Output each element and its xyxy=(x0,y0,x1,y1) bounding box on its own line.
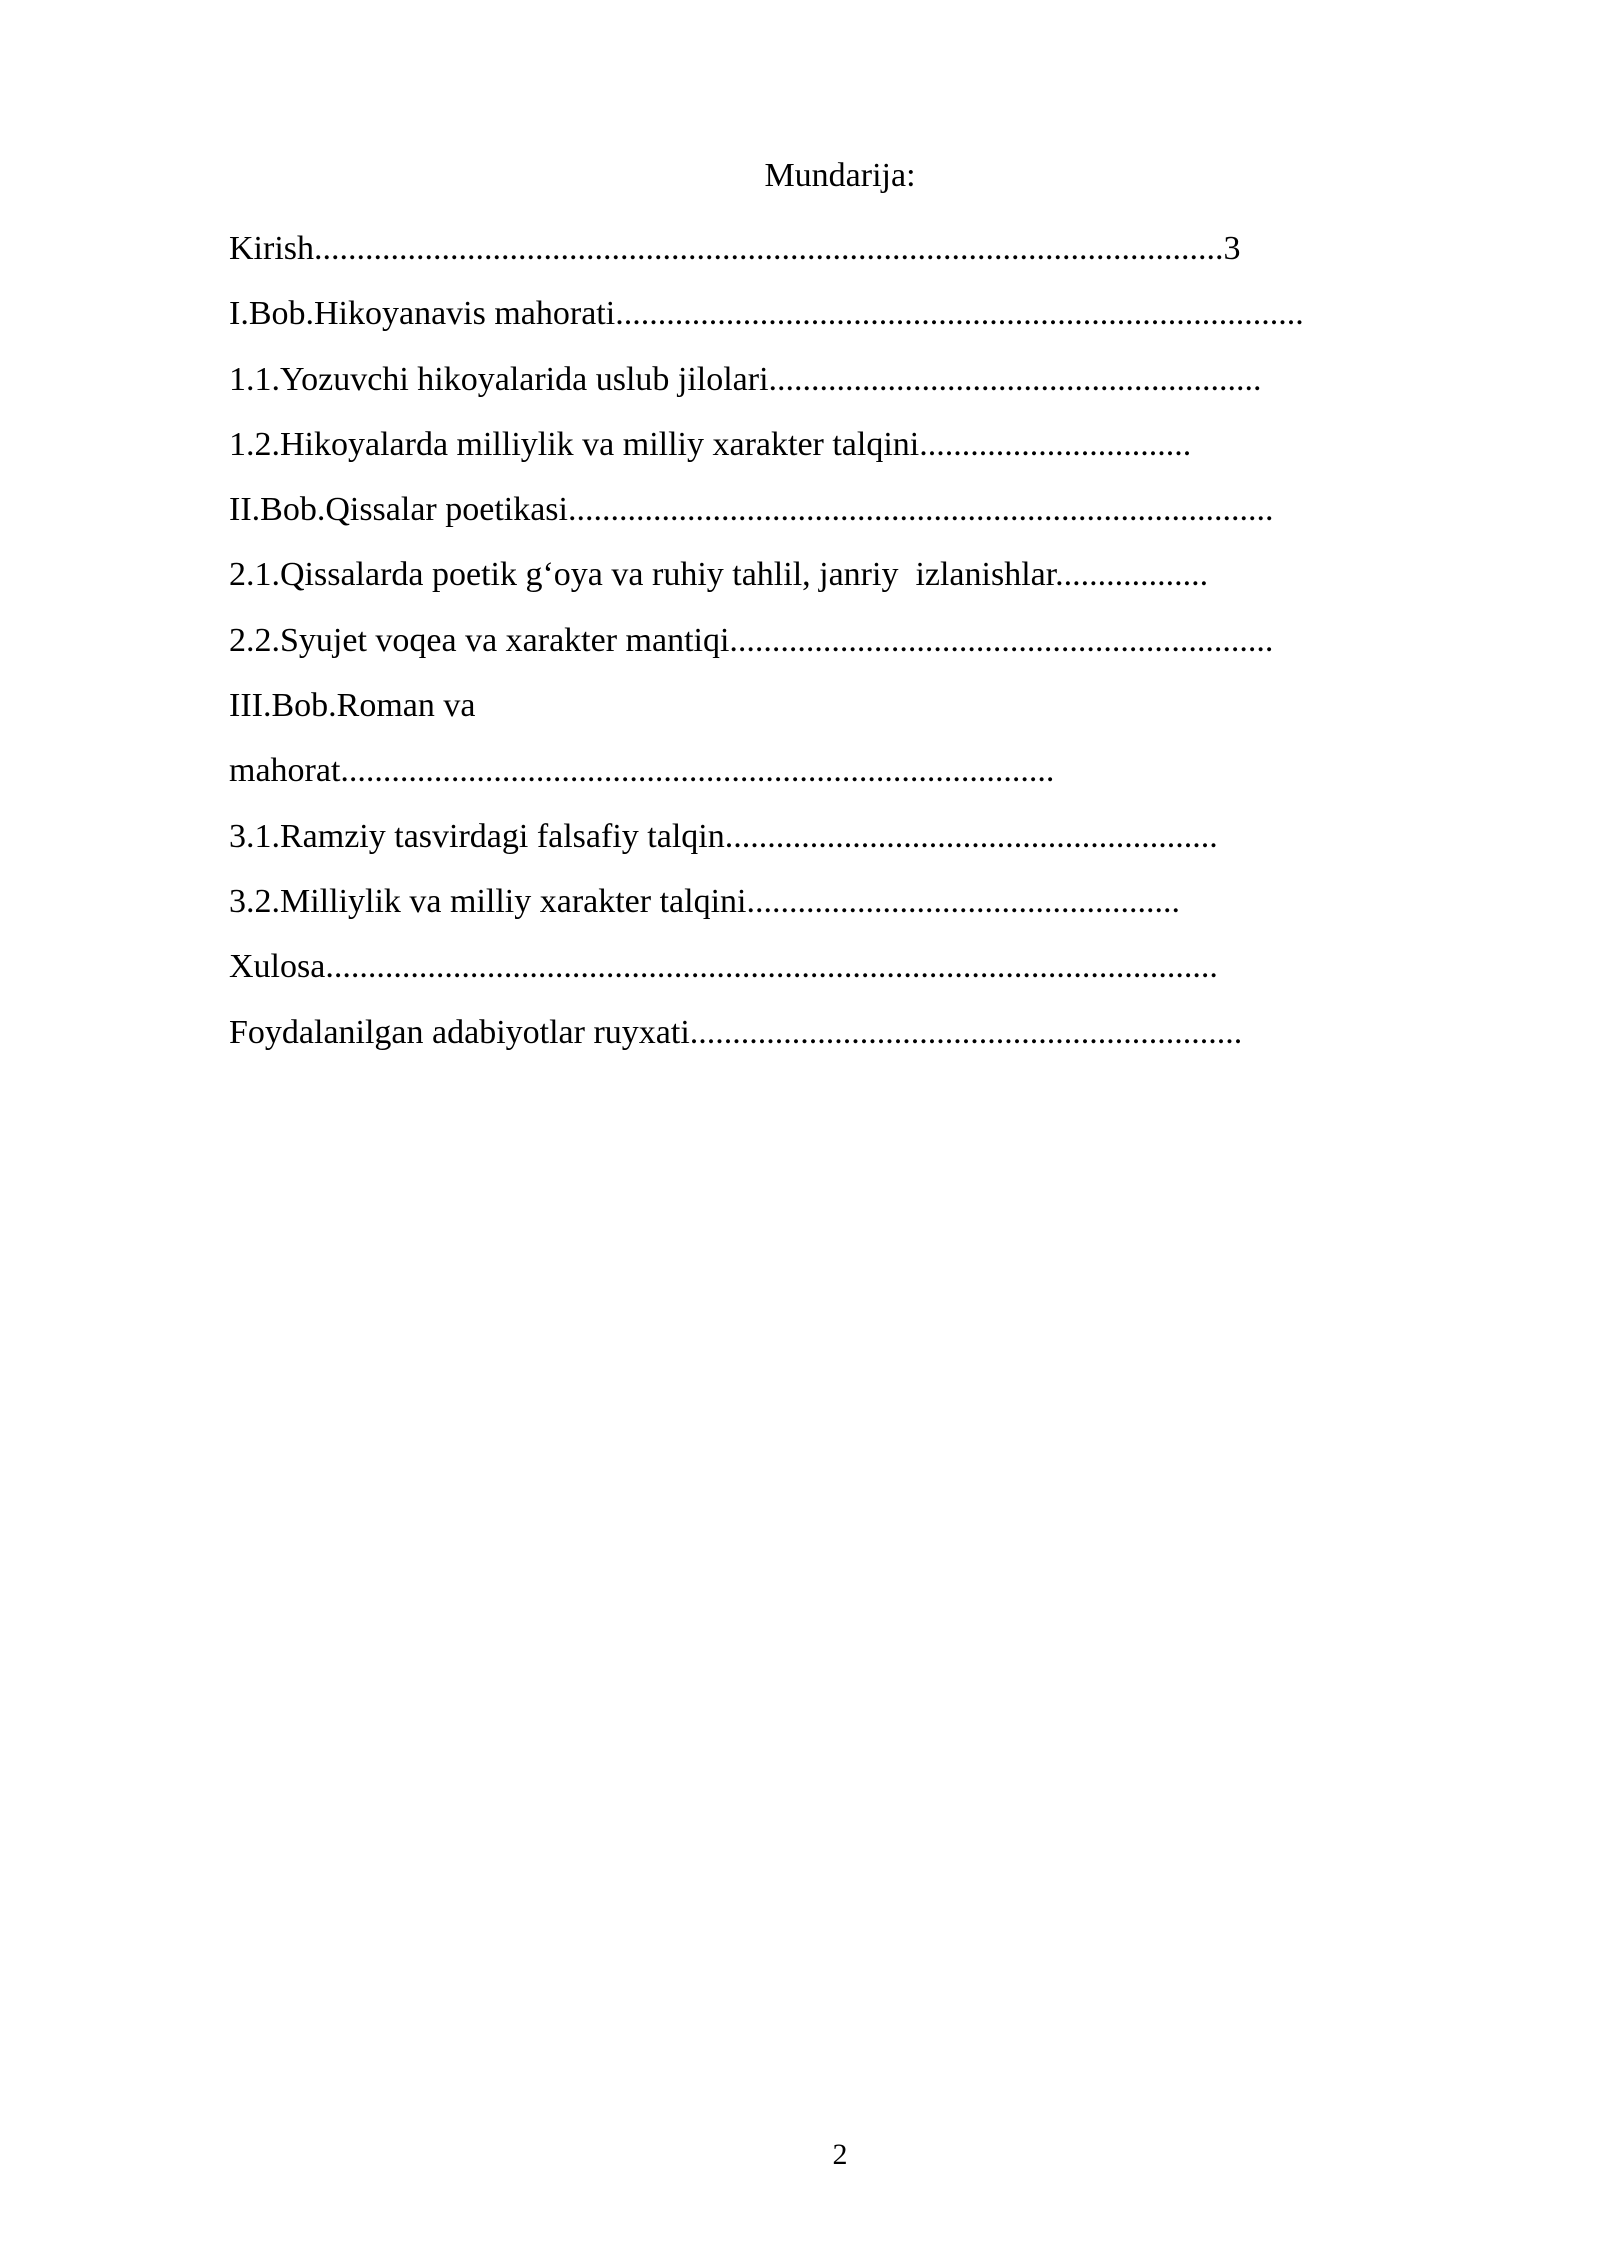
toc-entry-section-1-1: 1.1.Yozuvchi hikoyalarida uslub jilolari.......................................................... xyxy=(229,360,1262,398)
toc-entry-section-1-2: 1.2.Hikoyalarda milliylik va milliy xarakter talqini................................ xyxy=(229,425,1192,463)
toc-entry-chapter-2: II.Bob.Qissalar poetikasi................................................................................... xyxy=(229,491,1274,529)
toc-entry-section-3-1: 3.1.Ramziy tasvirdagi falsafiy talqin.......................................................... xyxy=(229,817,1218,855)
toc-entry-chapter-3-continued: mahorat.................................................................................... xyxy=(229,752,1055,790)
toc-entry-kirish: Kirish...........................................................................................................3 xyxy=(229,230,1241,267)
toc-entry-section-2-1: 2.1.Qissalarda poetik g‘oya va ruhiy tahlil, janriy izlanishlar.................. xyxy=(229,556,1209,594)
toc-entry-chapter-3: III.Bob.Roman va xyxy=(229,687,476,725)
toc-title: Mundarija: xyxy=(764,157,916,194)
table-of-contents xyxy=(229,216,1529,1065)
toc-entry-chapter-1: I.Bob.Hikoyanavis mahorati................................................................................. xyxy=(229,295,1304,333)
toc-entry-references: Foydalanilgan adabiyotlar ruyxati................................................................. xyxy=(229,1013,1243,1051)
toc-entry-section-3-2: 3.2.Milliylik va milliy xarakter talqini................................................... xyxy=(229,882,1180,920)
toc-entry-xulosa: Xulosa......................................................................................................... xyxy=(229,948,1218,986)
toc-entry-section-2-2: 2.2.Syujet voqea va xarakter mantiqi................................................................ xyxy=(229,621,1274,659)
page-number: 2 xyxy=(832,2138,848,2171)
